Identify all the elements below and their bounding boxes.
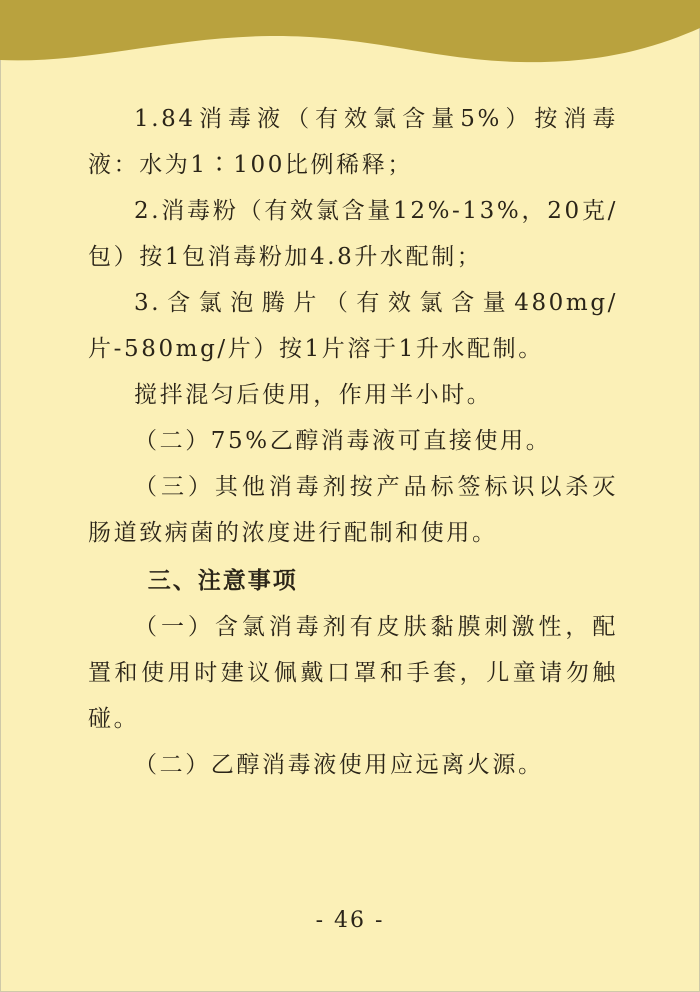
page-body — [88, 96, 618, 788]
paragraph-other-disinfectants: （三）其他消毒剂按产品标签标识以杀灭肠道致病菌的浓度进行配制和使用。 — [88, 474, 618, 546]
paragraph-mixing: 搅拌混匀后使用，作用半小时。 — [134, 382, 493, 408]
section-heading: 三、注意事项 — [147, 568, 298, 594]
paragraph-disinfectant-powder: 2.消毒粉（有效氯含量12%-13%，20克/包）按1包消毒粉加4.8升水配制； — [88, 198, 618, 270]
page-number: - 46 - — [315, 908, 385, 933]
top-wave-banner — [0, 0, 700, 90]
paragraph-ethanol: （二）75%乙醇消毒液可直接使用。 — [134, 428, 552, 454]
note-ethanol-fire: （二）乙醇消毒液使用应远离火源。 — [134, 752, 544, 778]
note-chlorine-irritation: （一）含氯消毒剂有皮肤黏膜刺激性，配置和使用时建议佩戴口罩和手套，儿童请勿触碰。 — [88, 614, 618, 732]
paragraph-84-disinfectant: 1.84消毒液（有效氯含量5%）按消毒液：水为1∶100比例稀释； — [88, 106, 618, 178]
paragraph-effervescent-tablet: 3.含氯泡腾片（有效氯含量480mg/片-580mg/片）按1片溶于1升水配制。 — [88, 290, 618, 362]
